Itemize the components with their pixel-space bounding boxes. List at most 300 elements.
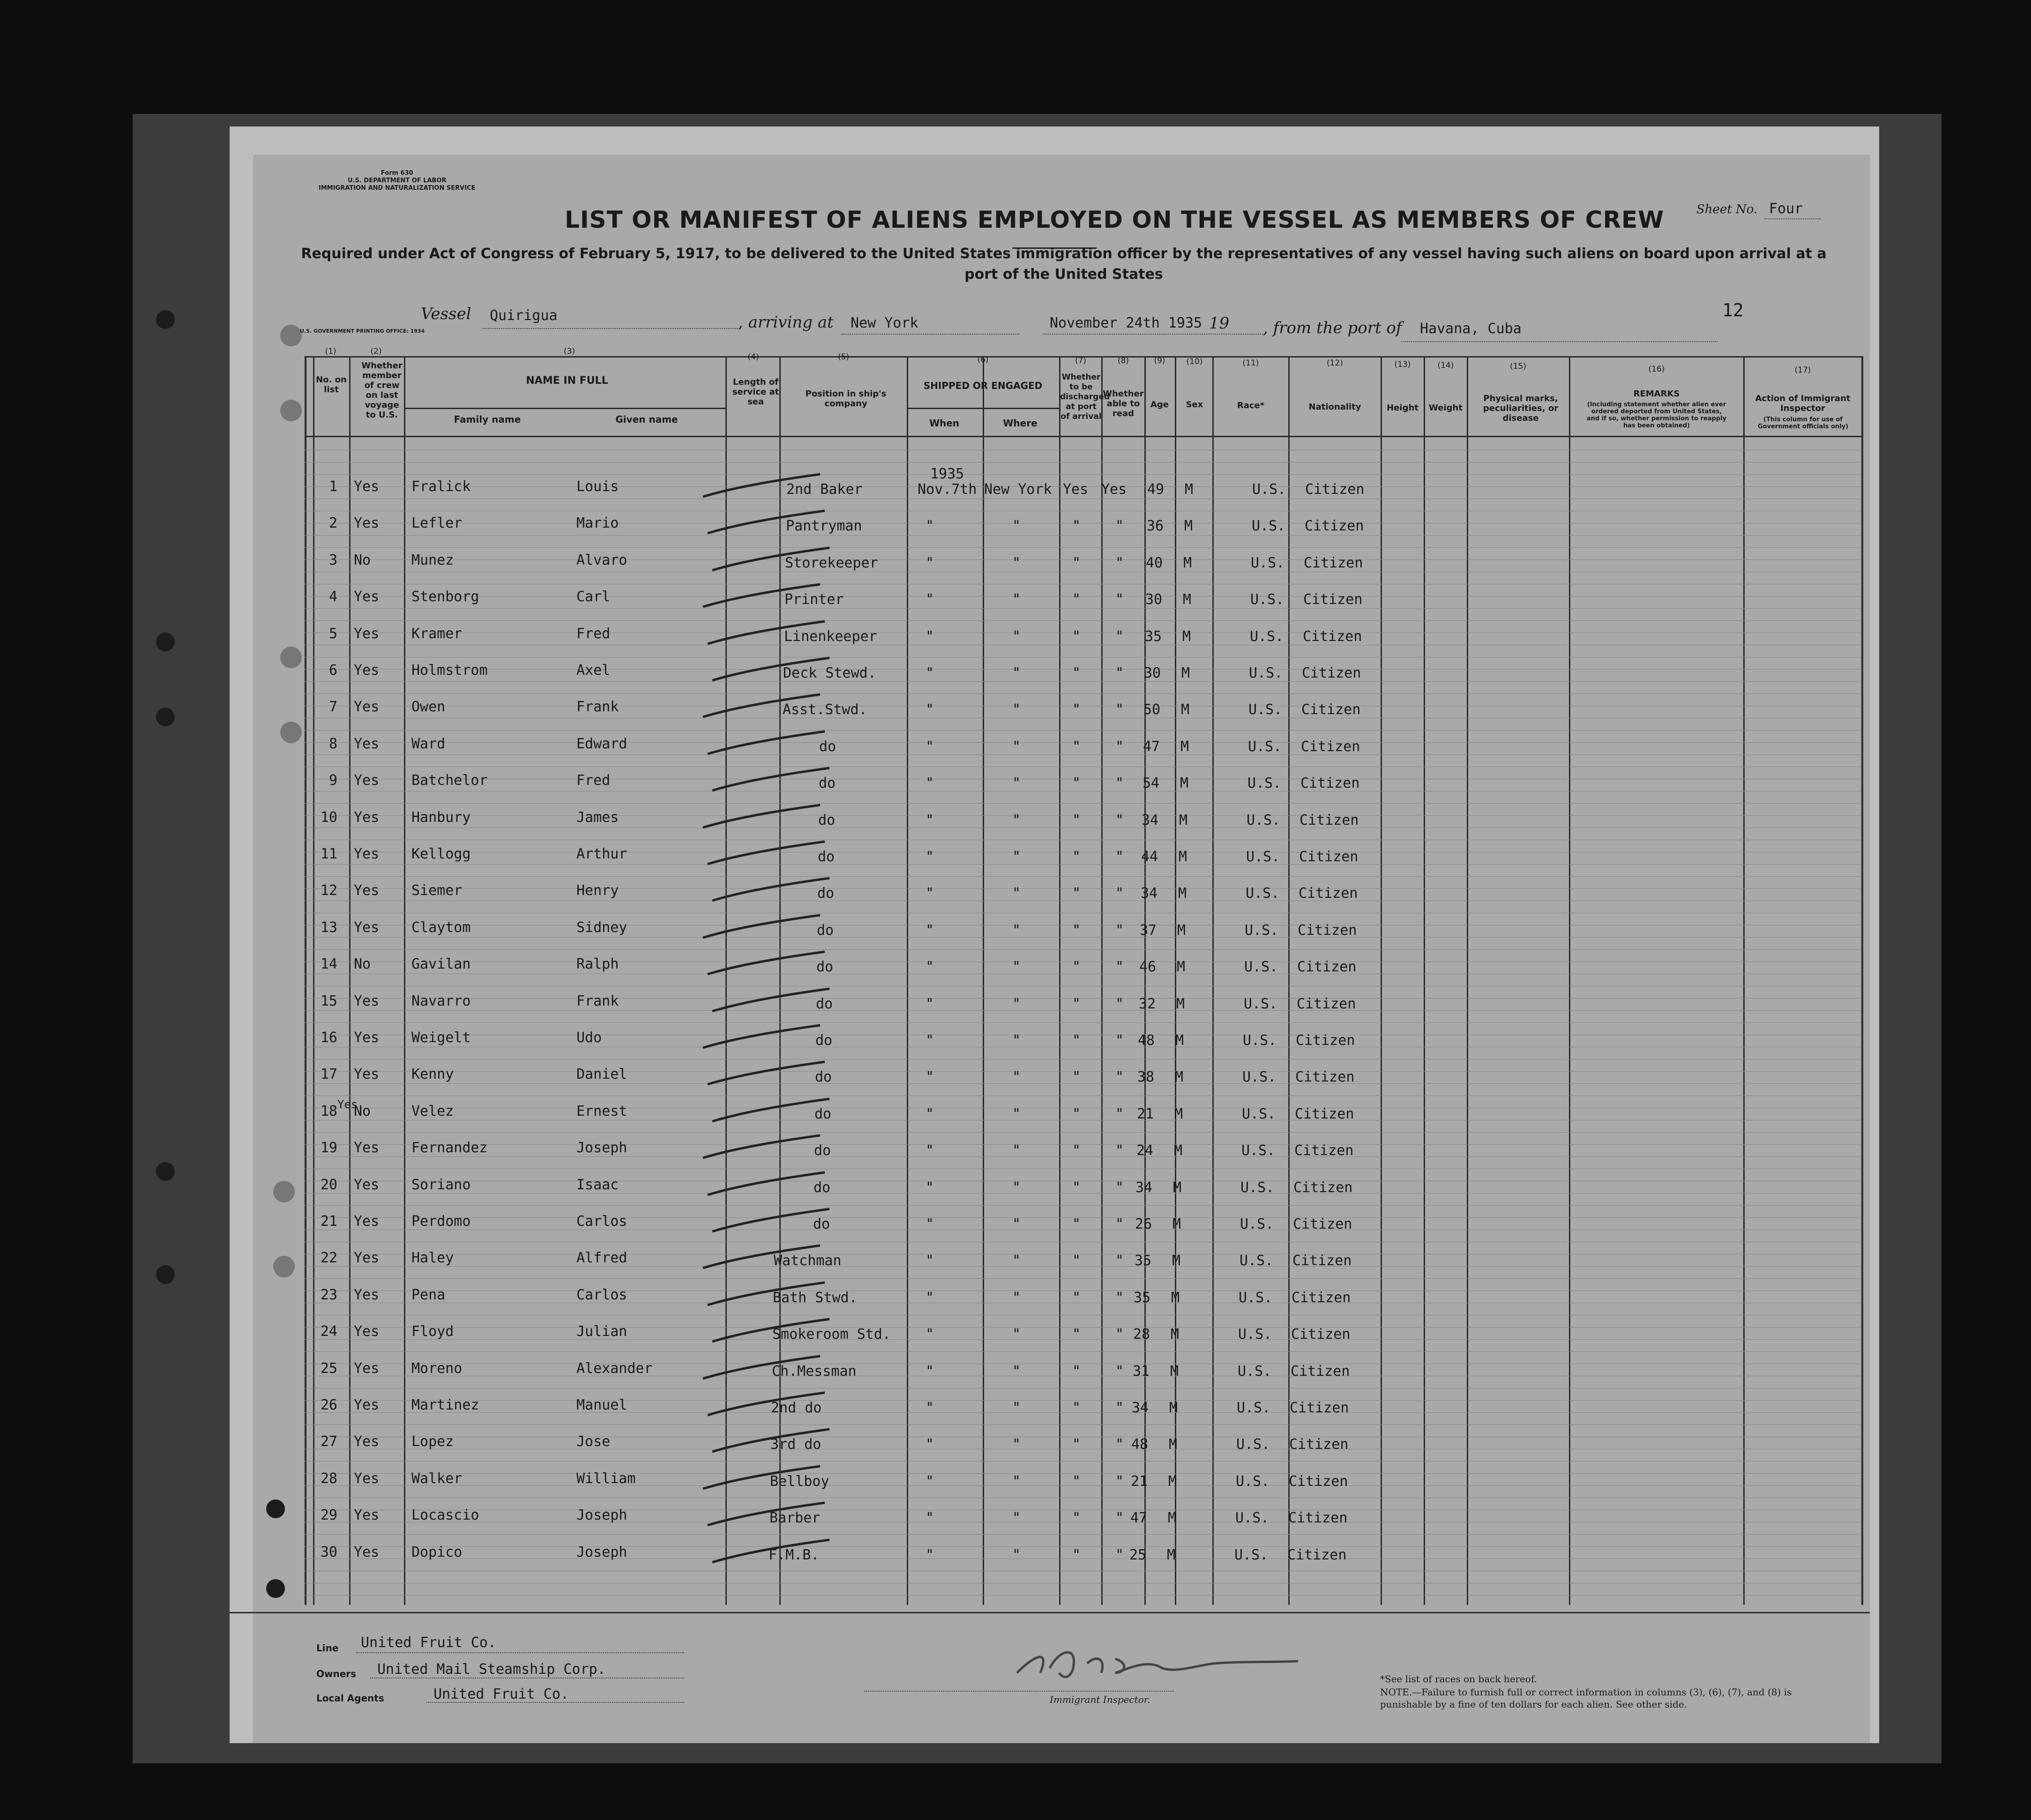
position: 3rd do xyxy=(770,1436,821,1453)
family-name: Locascio xyxy=(411,1507,479,1523)
row-number: 14 xyxy=(320,956,337,972)
arrival-date: November 24th 1935 xyxy=(1050,315,1202,331)
line-rule xyxy=(356,1652,684,1653)
shipped-when: " xyxy=(926,1032,934,1049)
shipped-where: " xyxy=(1012,959,1021,975)
service-tick xyxy=(703,694,820,717)
service-tick xyxy=(708,511,825,533)
shipped-where: " xyxy=(1012,1400,1021,1416)
family-name: Lopez xyxy=(411,1433,454,1450)
service-tick xyxy=(712,658,829,680)
race: U.S. xyxy=(1237,1400,1271,1416)
discharged: " xyxy=(1072,1400,1081,1416)
discharged: " xyxy=(1072,1142,1081,1159)
shipped-where: " xyxy=(1012,518,1021,534)
discharged: " xyxy=(1072,885,1081,902)
family-name: Soriano xyxy=(411,1177,471,1193)
nationality: Citizen xyxy=(1293,1179,1353,1196)
able-to-read: " xyxy=(1115,996,1124,1012)
col-header-sex: Sex xyxy=(1186,400,1203,410)
given-name: Carlos xyxy=(576,1287,627,1303)
discharged: " xyxy=(1072,1547,1081,1563)
sex: M xyxy=(1181,665,1190,681)
last-voyage: No xyxy=(354,956,371,972)
position: do xyxy=(814,1142,831,1159)
service-name: IMMIGRATION AND NATURALIZATION SERVICE xyxy=(319,185,476,192)
age: 37 xyxy=(1140,922,1157,939)
nationality: Citizen xyxy=(1302,665,1361,681)
nationality: Citizen xyxy=(1303,628,1362,645)
shipped-where: " xyxy=(1012,1142,1021,1159)
race: U.S. xyxy=(1240,1216,1274,1232)
shipped-where: " xyxy=(1012,775,1021,791)
family-name: Siemer xyxy=(411,882,463,899)
family-name: Holmstrom xyxy=(411,662,488,679)
given-name: Edward xyxy=(576,736,627,752)
position: Ch.Messman xyxy=(772,1363,857,1380)
service-tick xyxy=(703,584,820,607)
shipped-year: 1935 xyxy=(930,466,964,482)
row-number: 11 xyxy=(320,846,337,862)
row-number: 9 xyxy=(329,772,337,789)
nationality: Citizen xyxy=(1304,555,1363,571)
col-header-weight: Weight xyxy=(1429,403,1463,413)
position: F.M.B. xyxy=(769,1547,820,1563)
able-to-read: " xyxy=(1115,1363,1124,1380)
col-header-no-on-list: No. on list xyxy=(316,375,347,395)
shipped-when: " xyxy=(926,959,934,975)
last-voyage: Yes xyxy=(354,515,380,531)
col-header-name-in-full: NAME IN FULL xyxy=(526,375,608,387)
sex: M xyxy=(1175,1032,1184,1049)
given-name: Julian xyxy=(576,1323,627,1340)
able-to-read: " xyxy=(1115,959,1124,975)
discharged: " xyxy=(1072,738,1081,755)
shipped-when: " xyxy=(926,996,934,1012)
able-to-read: " xyxy=(1115,518,1124,534)
service-tick xyxy=(712,548,829,570)
position: Bath Stwd. xyxy=(773,1290,858,1306)
row-number: 26 xyxy=(320,1397,337,1413)
age: 44 xyxy=(1141,849,1158,865)
row-number: 21 xyxy=(320,1213,337,1230)
able-to-read: " xyxy=(1115,1253,1124,1269)
shipped-when: " xyxy=(926,1290,934,1306)
agents-rule xyxy=(426,1702,684,1703)
year-prefix: 19 xyxy=(1209,314,1230,333)
row-number: 30 xyxy=(320,1544,337,1560)
able-to-read: Yes xyxy=(1101,481,1127,498)
shipped-where: " xyxy=(1012,1216,1021,1232)
age: 48 xyxy=(1138,1032,1155,1049)
shipped-when: " xyxy=(926,1106,934,1122)
col-header-shipped-or-engaged: SHIPPED OR ENGAGED xyxy=(923,380,1043,391)
shipped-where: " xyxy=(1012,1032,1021,1049)
age: 24 xyxy=(1136,1142,1154,1159)
last-voyage: Yes xyxy=(354,699,380,715)
discharged: " xyxy=(1072,665,1081,681)
able-to-read: " xyxy=(1115,738,1124,755)
last-voyage: No xyxy=(354,1103,371,1119)
from-port: Havana, Cuba xyxy=(1420,321,1522,337)
family-name: Lefler xyxy=(411,515,463,531)
able-to-read: " xyxy=(1115,1032,1124,1049)
family-name: Kramer xyxy=(411,626,463,642)
page-number: 12 xyxy=(1722,300,1744,321)
given-name: Daniel xyxy=(576,1066,627,1082)
line-value: United Fruit Co. xyxy=(361,1634,496,1651)
discharged: " xyxy=(1072,1436,1081,1453)
last-voyage: Yes xyxy=(354,1177,380,1193)
age: 40 xyxy=(1146,555,1163,571)
race: U.S. xyxy=(1244,996,1278,1012)
shipped-when: " xyxy=(926,1363,934,1380)
discharged: " xyxy=(1072,1510,1081,1526)
sex: M xyxy=(1185,481,1194,498)
given-name: Frank xyxy=(576,699,619,715)
age: 48 xyxy=(1131,1436,1149,1453)
family-name: Munez xyxy=(411,552,454,568)
able-to-read: " xyxy=(1115,1142,1124,1159)
able-to-read: " xyxy=(1115,1326,1124,1343)
position: do xyxy=(816,996,833,1012)
sex: M xyxy=(1171,1290,1180,1306)
age: 30 xyxy=(1144,665,1161,681)
sex: M xyxy=(1172,1253,1181,1269)
row-number: 16 xyxy=(320,1029,337,1046)
shipped-when: " xyxy=(926,1179,934,1196)
able-to-read: " xyxy=(1115,1069,1124,1085)
last-voyage: Yes xyxy=(354,1470,380,1487)
col-header-able-to-read: Whether able to read xyxy=(1103,389,1144,418)
last-voyage: Yes xyxy=(354,1360,380,1377)
col-header-where: Where xyxy=(1003,418,1038,429)
race: U.S. xyxy=(1252,518,1286,534)
nationality: Citizen xyxy=(1296,1032,1355,1049)
service-tick xyxy=(703,1025,820,1048)
service-tick xyxy=(712,768,829,791)
family-name: Claytom xyxy=(411,919,471,936)
service-tick xyxy=(703,805,820,828)
given-name: Udo xyxy=(576,1029,602,1046)
position: do xyxy=(814,1106,832,1122)
from-label: , from the port of xyxy=(1263,319,1402,337)
family-name: Navarro xyxy=(411,993,471,1009)
family-name: Hanbury xyxy=(411,809,471,826)
shipped-where: " xyxy=(1012,1290,1021,1306)
service-tick xyxy=(703,1135,820,1158)
age: 34 xyxy=(1142,812,1159,828)
col-header-length-of-service: Length of service at sea xyxy=(732,377,779,407)
sex: M xyxy=(1179,849,1187,865)
race: U.S. xyxy=(1242,1106,1276,1122)
family-name: Floyd xyxy=(411,1323,454,1340)
sheet-no-label: Sheet No. xyxy=(1696,202,1758,216)
nationality: Citizen xyxy=(1299,812,1359,828)
nationality: Citizen xyxy=(1289,1436,1349,1453)
row-number: 17 xyxy=(320,1066,337,1082)
service-tick xyxy=(708,1062,825,1084)
nationality: Citizen xyxy=(1301,701,1361,718)
shipped-where: " xyxy=(1012,1106,1021,1122)
discharged: " xyxy=(1072,1363,1081,1380)
row-number: 18 xyxy=(320,1103,337,1119)
col-num-11: (11) xyxy=(1242,358,1259,368)
col-num-5: (5) xyxy=(837,352,850,362)
col-header-nationality: Nationality xyxy=(1308,402,1361,412)
age: 35 xyxy=(1145,628,1162,645)
family-name: Gavilan xyxy=(411,956,471,972)
race: U.S. xyxy=(1239,1290,1273,1306)
able-to-read: " xyxy=(1115,1400,1124,1416)
shipped-when: " xyxy=(926,628,934,645)
service-tick xyxy=(712,989,829,1011)
given-name: Fred xyxy=(576,772,611,789)
able-to-read: " xyxy=(1115,555,1124,571)
row-number: 24 xyxy=(320,1323,337,1340)
given-name: Arthur xyxy=(576,846,627,862)
nationality: Citizen xyxy=(1291,1363,1350,1380)
given-name: Fred xyxy=(576,626,611,642)
age: 49 xyxy=(1147,481,1165,498)
position: do xyxy=(816,959,834,975)
age: 50 xyxy=(1143,701,1161,718)
nationality: Citizen xyxy=(1297,959,1357,975)
given-name: Axel xyxy=(576,662,611,679)
shipped-where: " xyxy=(1012,628,1021,645)
nationality: Citizen xyxy=(1298,922,1357,939)
col-header-last-voyage: Whether member of crew on last voyage to U.S. xyxy=(361,361,403,420)
race: U.S. xyxy=(1235,1510,1269,1526)
row-number: 10 xyxy=(320,809,337,826)
last-voyage: Yes xyxy=(354,919,380,936)
sex: M xyxy=(1174,1142,1183,1159)
race: U.S. xyxy=(1251,555,1285,571)
given-name: William xyxy=(576,1470,636,1487)
col-header-inspector-action: Action of Immigrant Inspector xyxy=(1755,394,1851,413)
shipped-when: " xyxy=(926,591,934,608)
row-number: 13 xyxy=(320,919,337,936)
able-to-read: " xyxy=(1115,1216,1124,1232)
shipped-when: " xyxy=(926,665,934,681)
able-to-read: " xyxy=(1115,1510,1124,1526)
race: U.S. xyxy=(1247,812,1281,828)
last-voyage: Yes xyxy=(354,736,380,752)
line-label: Line xyxy=(316,1642,339,1654)
discharged: " xyxy=(1072,775,1081,791)
service-tick xyxy=(712,1099,832,1122)
shipped-where: New York xyxy=(984,481,1052,498)
last-voyage: Yes xyxy=(354,846,380,862)
family-name: Kenny xyxy=(411,1066,454,1082)
age: 34 xyxy=(1135,1179,1153,1196)
sex: M xyxy=(1172,1216,1181,1232)
race: U.S. xyxy=(1243,1032,1277,1049)
discharged: " xyxy=(1072,959,1081,975)
shipped-where: " xyxy=(1012,1363,1021,1380)
department-name: U.S. DEPARTMENT OF LABOR xyxy=(347,177,447,184)
shipped-when: " xyxy=(926,1253,934,1269)
col-header-given-name: Given name xyxy=(615,414,678,425)
sex: M xyxy=(1177,922,1186,939)
shipped-when: " xyxy=(926,1547,934,1563)
shipped-where: " xyxy=(1012,885,1021,902)
col-num-4: (4) xyxy=(747,352,759,362)
race: U.S. xyxy=(1250,628,1284,645)
row-number: 23 xyxy=(320,1287,337,1303)
position: do xyxy=(817,885,835,902)
able-to-read: " xyxy=(1115,628,1124,645)
footer-rule xyxy=(230,1612,1870,1613)
service-tick xyxy=(703,1466,820,1489)
given-name: Alfred xyxy=(576,1250,627,1266)
nationality: Citizen xyxy=(1294,1142,1354,1159)
given-name: Alexander xyxy=(576,1360,653,1377)
position: Asst.Stwd. xyxy=(783,701,867,718)
service-tick xyxy=(712,1319,829,1342)
last-voyage: Yes xyxy=(354,478,380,495)
position: Printer xyxy=(784,591,844,608)
row-number: 29 xyxy=(320,1507,337,1523)
service-tick xyxy=(708,952,825,974)
family-name: Fernandez xyxy=(411,1140,488,1156)
family-name: Ward xyxy=(411,736,446,752)
age: 46 xyxy=(1139,959,1157,975)
shipped-where: " xyxy=(1012,665,1021,681)
position: Barber xyxy=(769,1510,821,1526)
col-num-12: (12) xyxy=(1327,358,1343,368)
race: U.S. xyxy=(1238,1326,1272,1343)
shipped-where: " xyxy=(1012,1069,1021,1085)
last-voyage: Yes xyxy=(354,1140,380,1156)
given-name: Manuel xyxy=(576,1397,627,1413)
service-tick xyxy=(708,842,825,864)
arriving-label: , arriving at xyxy=(738,313,834,332)
last-voyage: Yes xyxy=(354,1507,380,1523)
position: do xyxy=(815,1032,833,1049)
race: U.S. xyxy=(1240,1179,1275,1196)
family-name: Weigelt xyxy=(411,1029,471,1046)
able-to-read: " xyxy=(1115,665,1124,681)
sex: M xyxy=(1174,1106,1183,1122)
row-number: 7 xyxy=(329,699,337,715)
last-voyage: Yes xyxy=(354,882,380,899)
races-note: *See list of races on back hereof. xyxy=(1380,1673,1538,1685)
family-name: Kellogg xyxy=(411,846,471,862)
position: do xyxy=(818,849,835,865)
able-to-read: " xyxy=(1115,1179,1124,1196)
position: 2nd Baker xyxy=(786,481,863,498)
position: do xyxy=(815,1069,832,1085)
given-name: Mario xyxy=(576,515,619,531)
col-num-16: (16) xyxy=(1648,365,1665,374)
age: 34 xyxy=(1132,1400,1149,1416)
nationality: Citizen xyxy=(1288,1510,1348,1526)
nationality: Citizen xyxy=(1295,1106,1354,1122)
race: U.S. xyxy=(1250,591,1284,608)
discharged: " xyxy=(1072,1326,1081,1343)
position: Storekeeper xyxy=(785,555,878,571)
row-number: 25 xyxy=(320,1360,337,1377)
nationality: Citizen xyxy=(1297,996,1356,1012)
position: do xyxy=(819,775,836,791)
shipped-where: " xyxy=(1012,996,1021,1012)
sex: M xyxy=(1167,1547,1176,1563)
row-number: 5 xyxy=(329,626,337,642)
able-to-read: " xyxy=(1115,885,1124,902)
sex: M xyxy=(1183,591,1192,608)
shipped-where: " xyxy=(1012,849,1021,865)
service-tick xyxy=(712,1209,829,1231)
sex: M xyxy=(1180,738,1189,755)
manifest-title: LIST OR MANIFEST OF ALIENS EMPLOYED ON THE VESSEL AS MEMBERS OF CREW xyxy=(565,206,1665,233)
discharged: " xyxy=(1072,812,1081,828)
col-header-physical-marks: Physical marks, peculiarities, or disease xyxy=(1483,394,1559,423)
shipped-where: " xyxy=(1012,812,1021,828)
shipped-where: " xyxy=(1012,1326,1021,1343)
row-number: 22 xyxy=(320,1250,337,1266)
race: U.S. xyxy=(1241,1142,1276,1159)
race: U.S. xyxy=(1240,1253,1274,1269)
able-to-read: " xyxy=(1115,849,1124,865)
discharged: " xyxy=(1072,628,1081,645)
sex: M xyxy=(1168,1473,1177,1490)
row-18-struck-prev: Yes xyxy=(337,1098,358,1111)
race: U.S. xyxy=(1248,738,1282,755)
last-voyage: Yes xyxy=(354,589,380,605)
nationality: Citizen xyxy=(1299,849,1359,865)
family-name: Batchelor xyxy=(411,772,488,789)
age: 34 xyxy=(1141,885,1158,902)
agents-label: Local Agents xyxy=(316,1693,384,1704)
col-header-height: Height xyxy=(1387,403,1419,413)
service-tick xyxy=(703,1356,820,1379)
service-tick xyxy=(708,1503,825,1525)
printing-office: U.S. GOVERNMENT PRINTING OFFICE: 1934 xyxy=(300,328,425,334)
shipped-where: " xyxy=(1012,1436,1021,1453)
able-to-read: " xyxy=(1115,1290,1124,1306)
col-header-family-name: Family name xyxy=(454,414,521,425)
col-num-17: (17) xyxy=(1794,365,1811,375)
shipped-when: " xyxy=(926,922,934,939)
family-name: Dopico xyxy=(411,1544,463,1560)
col-header-when: When xyxy=(929,418,960,429)
row-number: 6 xyxy=(329,662,337,679)
given-name: Carlos xyxy=(576,1213,627,1230)
row-number: 4 xyxy=(329,589,337,605)
nationality: Citizen xyxy=(1292,1253,1352,1269)
given-name: Joseph xyxy=(576,1140,627,1156)
shipped-when: " xyxy=(926,1510,934,1526)
nationality: Citizen xyxy=(1300,775,1360,791)
discharged: " xyxy=(1072,1179,1081,1196)
last-voyage: Yes xyxy=(354,809,380,826)
discharged: " xyxy=(1072,518,1081,534)
shipped-when: " xyxy=(926,885,934,902)
able-to-read: " xyxy=(1115,1106,1124,1122)
nationality: Citizen xyxy=(1305,481,1365,498)
age: 35 xyxy=(1135,1253,1152,1269)
family-name: Fralick xyxy=(411,478,471,495)
shipped-when: " xyxy=(926,1326,934,1343)
owners-value: United Mail Steamship Corp. xyxy=(377,1661,606,1678)
inspector-label: Immigrant Inspector. xyxy=(1050,1694,1150,1705)
shipped-when: " xyxy=(926,518,934,534)
age: 36 xyxy=(1147,518,1164,534)
age: 28 xyxy=(1133,1326,1150,1343)
race: U.S. xyxy=(1242,1069,1277,1085)
given-name: Alvaro xyxy=(576,552,627,568)
